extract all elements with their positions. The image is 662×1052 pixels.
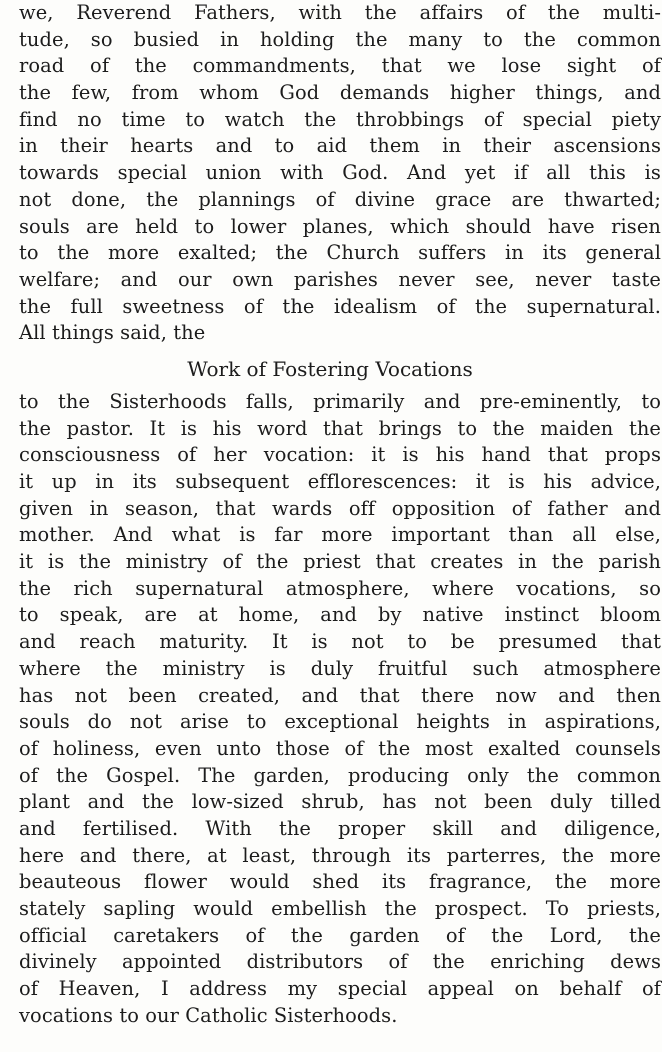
text-line: of the Gospel. The garden, producing only the common <box>19 763 661 787</box>
text-line: official caretakers of the garden of the Lord, the <box>19 923 661 947</box>
text-line: not done, the plannings of divine grace are thwarted; <box>19 187 661 211</box>
text-line: of Heaven, I address my special appeal on behalf of <box>19 977 661 1001</box>
text-line: welfare; and our own parishes never see, never taste <box>19 267 661 291</box>
text-column <box>19 0 661 1029</box>
text-line: consciousness of her vocation: it is his hand that props <box>19 443 661 467</box>
text-line: where the ministry is duly fruitful such atmosphere <box>19 656 661 680</box>
text-line: stately sapling would embellish the prospect. To priests, <box>19 897 661 920</box>
text-line: the rich supernatural atmosphere, where vocations, so <box>19 576 661 600</box>
text-line: mother. And what is far more important than all else, <box>19 523 661 547</box>
text-line: road of the commandments, that we lose sight of <box>19 54 661 78</box>
text-line: we, Reverend Fathers, with the affairs of the multi- <box>19 1 661 24</box>
text-line: of holiness, even unto those of the most exalted counsels <box>19 736 661 760</box>
text-line: divinely appointed distributors of the enriching dews <box>19 950 661 974</box>
text-line: and reach maturity. It is not to be presumed that <box>19 630 661 654</box>
text-line: souls do not arise to exceptional heights in aspirations, <box>19 710 661 734</box>
text-line: to the more exalted; the Church suffers in its general <box>19 241 661 265</box>
text-line: All things said, the <box>19 321 206 345</box>
text-line: given in season, that wards off opposition of father and <box>19 496 661 520</box>
text-line: vocations to our Catholic Sisterhoods. <box>19 1003 398 1027</box>
text-line: and fertilised. With the proper skill and diligence, <box>19 816 661 840</box>
text-line: the few, from whom God demands higher things, and <box>19 81 661 105</box>
text-line: it is the ministry of the priest that creates in the parish <box>19 550 661 574</box>
text-line: to the Sisterhoods falls, primarily and pre-eminently, to <box>19 389 661 413</box>
text-line: towards special union with God. And yet if all this is <box>19 161 661 185</box>
text-line: has not been created, and that there now and then <box>19 683 661 707</box>
text-line: here and there, at least, through its parterres, the more <box>19 843 661 867</box>
text-line: the pastor. It is his word that brings to the maiden the <box>19 416 661 440</box>
text-line: it up in its subsequent efflorescences: it is his advice, <box>19 470 661 493</box>
text-line: tude, so busied in holding the many to the common <box>19 27 661 51</box>
paragraph-2 <box>19 389 661 1030</box>
text-line: to speak, are at home, and by native instinct bloom <box>19 603 661 627</box>
text-line: souls are held to lower planes, which should have risen <box>19 214 661 238</box>
paragraph-1 <box>19 0 661 347</box>
text-line: the full sweetness of the idealism of the supernatural. <box>19 294 661 318</box>
text-line: in their hearts and to aid them in their ascensions <box>19 134 661 158</box>
text-line: beauteous flower would shed its fragrance, the more <box>19 870 661 894</box>
section-heading: Work of Fostering Vocations <box>187 356 473 381</box>
text-line: find no time to watch the throbbings of special piety <box>19 107 661 131</box>
text-line: plant and the low-sized shrub, has not been duly tilled <box>19 790 661 814</box>
